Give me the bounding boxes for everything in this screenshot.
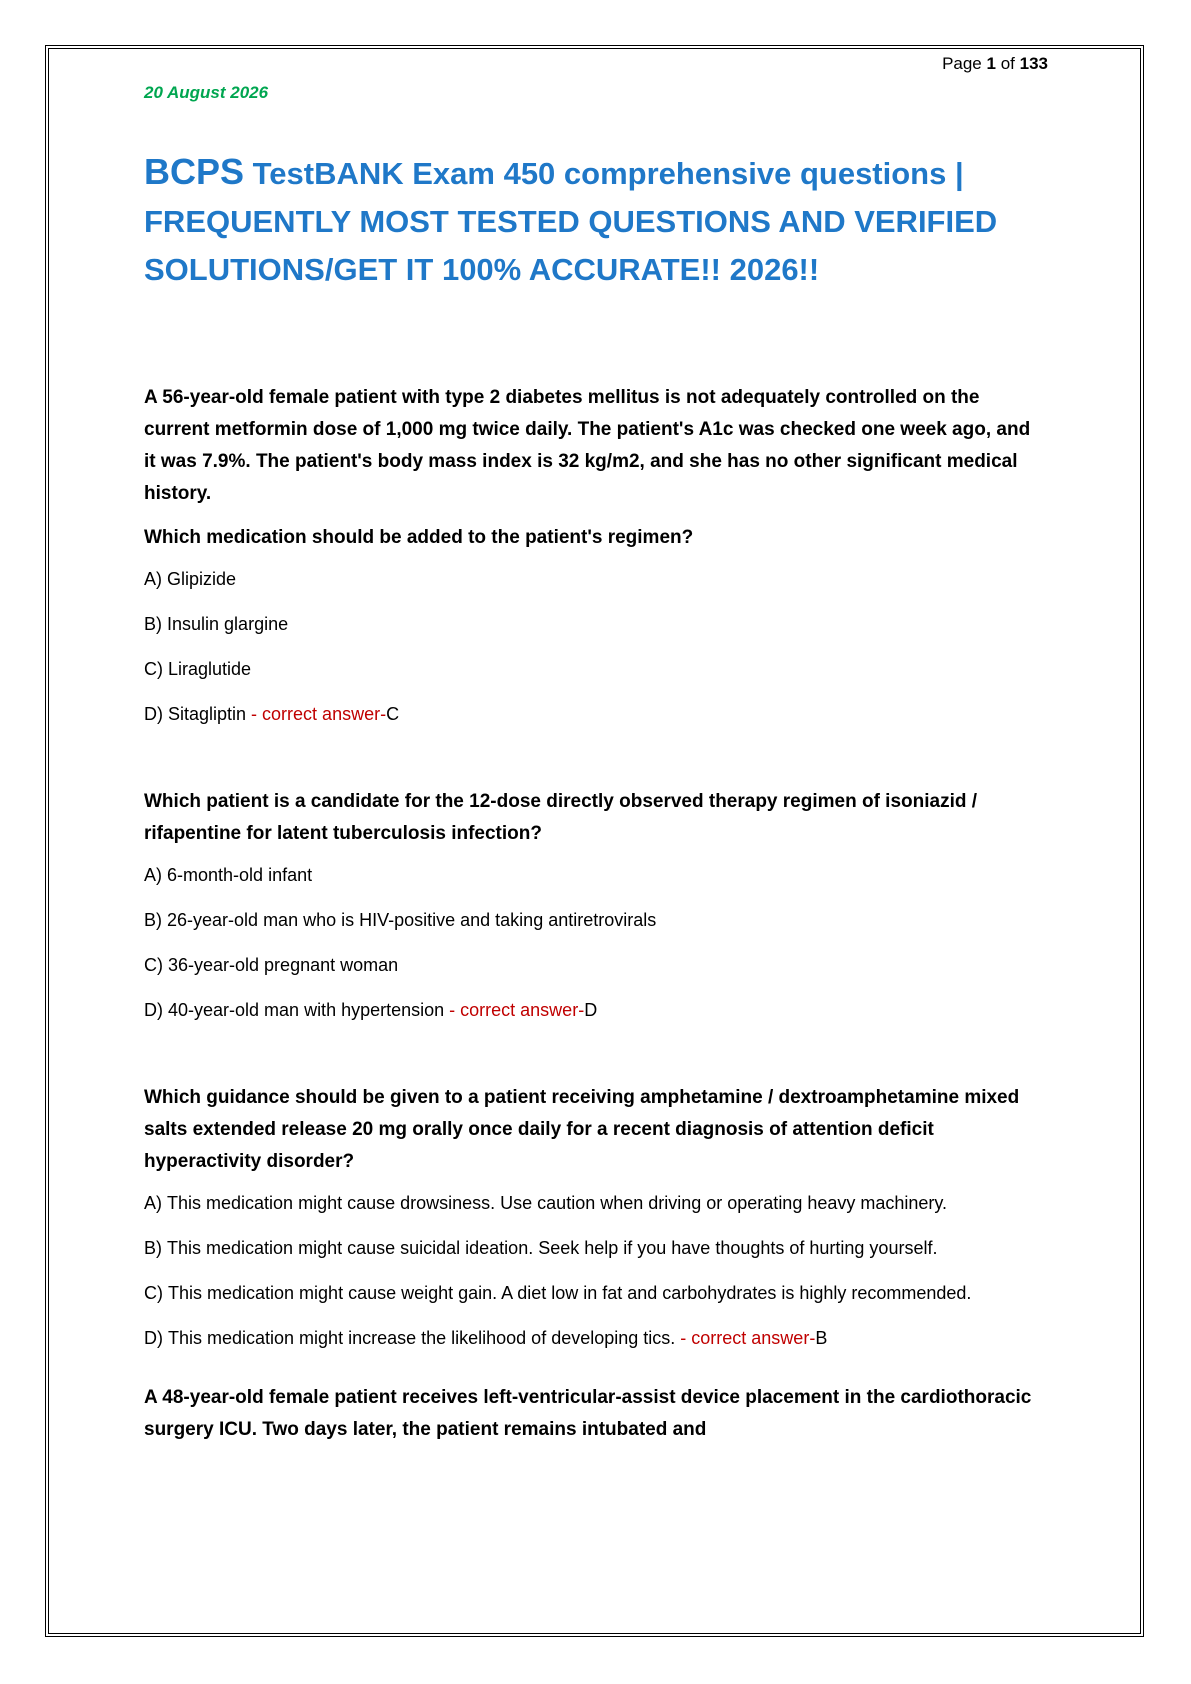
title-rest: TestBANK Exam 450 comprehensive questions | FREQUENTLY MOST TESTED QUESTIONS AND VERIFIED SOLUTIONS/GET IT 100% ACCURATE!! 2026!! [144,156,998,287]
option-text: Glipizide [167,569,237,589]
correct-answer-value: D [584,1000,598,1020]
page-current: 1 [986,54,996,73]
answer-option [144,862,1044,888]
option-label: C) [144,1283,168,1303]
page-of: of [1000,54,1015,73]
question-stem: A 48-year-old female patient receives left-ventricular-assist device placement in the cardiothoracic surgery ICU. Two days later, the patient remains intubated and [144,1387,1032,1440]
option-text: 6-month-old infant [167,865,313,885]
option-label: C) [144,955,168,975]
page-total: 133 [1019,54,1048,73]
option-text: 40-year-old man with hypertension [168,1000,445,1020]
question-block [144,1382,1044,1446]
title-lead: BCPS [144,151,245,192]
answer-option [144,566,1044,592]
answer-option [144,1280,1044,1306]
option-label: A) [144,865,168,885]
question-list [144,382,1044,1446]
option-text: This medication might increase the likelihood of developing tics. [168,1328,676,1348]
document-title [144,148,1044,294]
question-block [144,786,1044,1023]
question-block [144,1082,1044,1351]
option-label: A) [144,569,168,589]
page-number [942,54,1048,74]
answer-option [144,656,1044,682]
option-label: B) [144,614,168,634]
correct-answer-label: - correct answer- [246,704,387,724]
option-label: D) [144,1328,168,1348]
page-label: Page [942,54,982,73]
option-label: B) [144,910,168,930]
question-text: Which guidance should be given to a patient receiving amphetamine / dextroamphetamine mixed salts extended release 20 mg orally once daily for a recent diagnosis of attention deficit hyperactivity disorder? [144,1087,1020,1172]
question-stem: A 56-year-old female patient with type 2 diabetes mellitus is not adequately controlled on the current metformin dose of 1,000 mg twice daily. The patient's A1c was checked one week ago, and it was 7.9%. The patient's body mass index is 32 kg/m2, and she has no other significant medical history. [144,387,1031,504]
answer-option [144,907,1044,933]
option-text: 36-year-old pregnant woman [168,955,399,975]
correct-answer-label: - correct answer- [444,1000,585,1020]
correct-answer-label: - correct answer- [675,1328,816,1348]
answer-option [144,1190,1044,1216]
question-text: Which patient is a candidate for the 12-dose directly observed therapy regimen of isoniazid / rifapentine for latent tuberculosis infection? [144,791,978,844]
answer-option [144,997,1044,1023]
document-date: 20 August 2026 [144,83,269,102]
option-text: This medication might cause weight gain. A diet low in fat and carbohydrates is highly recommended. [168,1283,972,1303]
option-text: Sitagliptin [168,704,247,724]
correct-answer-value: C [386,704,400,724]
option-label: D) [144,1000,168,1020]
option-text: This medication might cause drowsiness. Use caution when driving or operating heavy machinery. [167,1193,948,1213]
option-label: C) [144,659,168,679]
option-text: This medication might cause suicidal ideation. Seek help if you have thoughts of hurting yourself. [167,1238,938,1258]
answer-option [144,1235,1044,1261]
option-text: Insulin glargine [167,614,289,634]
answer-option [144,952,1044,978]
answer-option [144,611,1044,637]
answer-option [144,1325,1044,1351]
option-label: D) [144,704,168,724]
answer-option [144,701,1044,727]
option-text: 26-year-old man who is HIV-positive and taking antiretrovirals [167,910,657,930]
question-text: Which medication should be added to the patient's regimen? [144,527,694,548]
correct-answer-value: B [815,1328,828,1348]
option-label: B) [144,1238,168,1258]
option-text: Liraglutide [168,659,252,679]
question-block [144,382,1044,727]
option-label: A) [144,1193,168,1213]
